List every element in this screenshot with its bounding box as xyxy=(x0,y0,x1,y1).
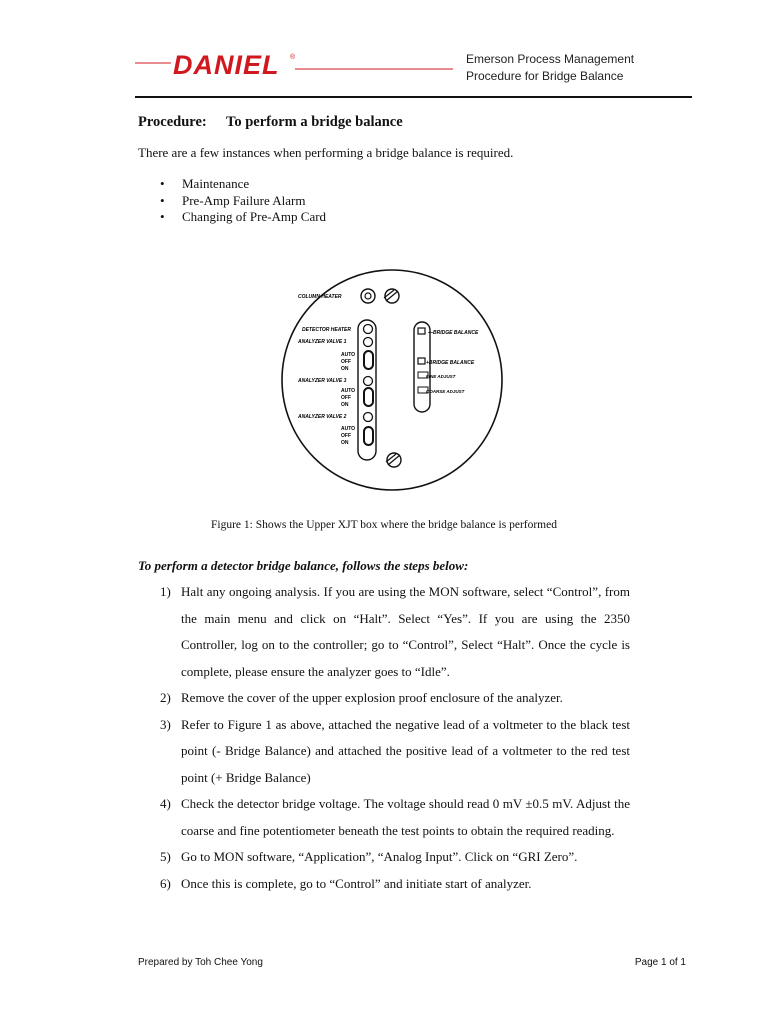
step-item xyxy=(160,791,630,844)
label-on: ON xyxy=(341,366,349,372)
list-item: • Maintenance xyxy=(160,176,326,193)
label-analyzer-valve-1: ANALYZER VALVE 1 xyxy=(298,339,347,345)
label-off: OFF xyxy=(341,395,351,401)
list-item: • Changing of Pre-Amp Card xyxy=(160,209,326,226)
label-on: ON xyxy=(341,402,349,408)
procedure-name: To perform a bridge balance xyxy=(226,114,403,130)
label-coarse-adjust: COARSE ADJUST xyxy=(426,389,465,394)
xjt-box-figure xyxy=(280,250,505,510)
procedure-title xyxy=(138,114,403,131)
screw-icon xyxy=(386,453,401,467)
step-item xyxy=(160,712,630,792)
label-off: OFF xyxy=(341,359,351,365)
document-title: Procedure for Bridge Balance xyxy=(466,69,624,83)
label-off: OFF xyxy=(341,433,351,439)
logo-mark: ® xyxy=(290,54,296,61)
step-text: Once this is complete, go to “Control” and initiate start of analyzer. xyxy=(181,875,532,891)
label-auto: AUTO xyxy=(341,388,356,394)
label-detector-heater: DETECTOR HEATER xyxy=(302,327,351,333)
step-text: Halt any ongoing analysis. If you are using the MON software, select “Control”, from the main menu and click on “Halt”. Select “Yes”. If you are using the 2350 Controller, log on to the controller; go to “Control”, Select “Halt”. Once the cycle is complete, please ensure the analyzer goes to “Idle”. xyxy=(181,584,630,679)
step-text: Remove the cover of the upper explosion proof enclosure of the analyzer. xyxy=(181,690,563,705)
logo-text: DANIEL xyxy=(173,50,280,80)
procedure-label: Procedure: xyxy=(138,114,207,130)
figure-caption: Figure 1: Shows the Upper XJT box where the bridge balance is performed xyxy=(211,519,557,531)
step-item xyxy=(160,579,630,685)
label-analyzer-valve-3: ANALYZER VALVE 3 xyxy=(298,378,347,384)
toggle-switch xyxy=(364,427,373,445)
list-item: • Pre-Amp Failure Alarm xyxy=(160,193,326,210)
step-number: 3) xyxy=(160,716,171,732)
daniel-logo xyxy=(135,50,455,80)
instances-list xyxy=(160,176,326,226)
label-negative-bridge: —BRIDGE BALANCE xyxy=(428,330,479,336)
label-positive-bridge: +BRIDGE BALANCE xyxy=(426,360,475,366)
label-auto: AUTO xyxy=(341,352,356,358)
step-text: Check the detector bridge voltage. The voltage should read 0 mV ±0.5 mV. Adjust the coarse and fine potentiometer beneath the test points to obtain the required reading. xyxy=(181,796,630,838)
toggle-switch xyxy=(364,351,373,369)
steps-heading: To perform a detector bridge balance, follows the steps below: xyxy=(138,558,469,573)
screw-icon xyxy=(384,289,399,303)
footer-page-number: Page 1 of 1 xyxy=(634,957,686,968)
step-item xyxy=(160,685,630,712)
step-number: 6) xyxy=(160,875,171,891)
step-number: 1) xyxy=(160,584,171,599)
company-name: Emerson Process Management xyxy=(466,52,635,66)
step-item xyxy=(160,871,630,898)
header-divider xyxy=(135,96,692,98)
label-fine-adjust: FINE ADJUST xyxy=(426,374,456,379)
toggle-switch xyxy=(364,388,373,406)
step-text: Go to MON software, “Application”, “Analog Input”. Click on “GRI Zero”. xyxy=(181,849,578,864)
intro-paragraph: There are a few instances when performing a bridge balance is required. xyxy=(138,145,514,160)
step-number: 5) xyxy=(160,849,171,864)
step-text: Refer to Figure 1 as above, attached the negative lead of a voltmeter to the black test point (- Bridge Balance) and attached the positive lead of a voltmeter to the red test point (+ Bridge Balance) xyxy=(181,716,630,785)
step-number: 4) xyxy=(160,796,171,811)
steps-list xyxy=(160,579,630,897)
step-number: 2) xyxy=(160,690,171,705)
label-auto: AUTO xyxy=(341,426,356,432)
header-info xyxy=(466,51,634,85)
step-item xyxy=(160,844,630,871)
footer-prepared-by: Prepared by Toh Chee Yong xyxy=(138,957,263,968)
column-heater-indicator xyxy=(361,289,375,303)
label-analyzer-valve-2: ANALYZER VALVE 2 xyxy=(298,414,347,420)
label-column-heater: COLUMN HEATER xyxy=(298,294,342,300)
label-on: ON xyxy=(341,440,349,446)
negative-test-point xyxy=(418,328,425,334)
positive-test-point xyxy=(418,358,425,364)
